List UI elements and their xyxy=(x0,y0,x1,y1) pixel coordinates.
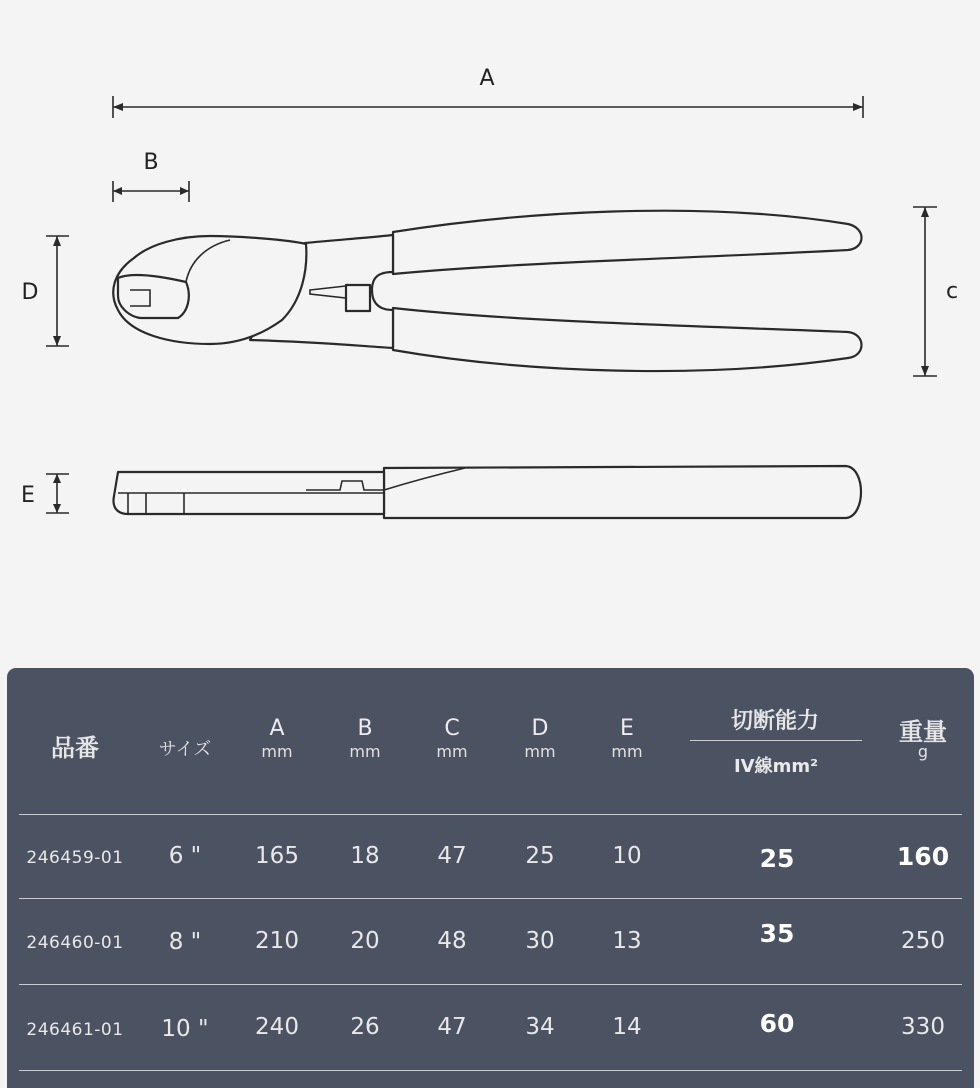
row1-part-no: 246459-01 xyxy=(26,848,124,868)
spec-table xyxy=(7,668,974,1088)
dim-d-arrow-top xyxy=(53,236,61,246)
header-e-unit: mm xyxy=(611,742,643,761)
row1-capacity: 25 xyxy=(759,844,795,873)
row2-capacity: 35 xyxy=(759,919,795,948)
row3-size: 10 " xyxy=(161,1016,209,1042)
row1-b: 18 xyxy=(350,843,380,869)
row3-weight: 330 xyxy=(901,1014,945,1040)
row3-part-no: 246461-01 xyxy=(26,1020,124,1040)
row1-a: 165 xyxy=(255,843,299,869)
header-weight-unit: g xyxy=(917,742,929,761)
row-divider xyxy=(19,984,962,985)
row-divider xyxy=(19,814,962,815)
dim-b-label: B xyxy=(143,150,159,175)
row3-e: 14 xyxy=(612,1014,642,1040)
header-e: E xyxy=(620,716,634,741)
header-d-unit: mm xyxy=(524,742,556,761)
row3-c: 47 xyxy=(437,1014,467,1040)
dim-e-arrow-top xyxy=(53,474,61,483)
side-handle xyxy=(384,466,861,518)
row2-weight: 250 xyxy=(901,928,945,954)
dim-d-arrow-bottom xyxy=(53,336,61,346)
dim-b-arrow-left xyxy=(113,187,122,195)
upper-handle xyxy=(393,211,862,274)
row1-d: 25 xyxy=(525,843,555,869)
jaw-opening xyxy=(118,275,189,318)
plier-side-view xyxy=(114,466,861,518)
row2-e: 13 xyxy=(612,928,642,954)
header-a: A xyxy=(269,716,285,741)
header-capacity-sub: IV線mm² xyxy=(733,756,819,777)
row1-size: 6 " xyxy=(168,843,202,869)
dim-a-label: A xyxy=(479,66,495,91)
header-c-unit: mm xyxy=(436,742,468,761)
row-divider xyxy=(19,1070,962,1071)
header-a-unit: mm xyxy=(261,742,293,761)
header-c: C xyxy=(444,716,460,741)
header-capacity-divider xyxy=(690,740,862,741)
dim-e-arrow-bottom xyxy=(53,504,61,513)
row3-capacity: 60 xyxy=(759,1009,795,1038)
header-part-no: 品番 xyxy=(51,734,99,762)
dim-c-arrow-bottom xyxy=(921,366,929,376)
header-capacity: 切断能力 xyxy=(730,709,819,734)
header-d: D xyxy=(531,716,549,741)
row3-b: 26 xyxy=(350,1014,380,1040)
header-size: サイズ xyxy=(158,739,212,760)
row2-size: 8 " xyxy=(168,929,202,955)
row2-a: 210 xyxy=(255,928,299,954)
dim-d-label: D xyxy=(21,280,39,305)
row2-d: 30 xyxy=(525,928,555,954)
row-divider xyxy=(19,898,962,899)
header-weight: 重量 xyxy=(899,718,947,746)
row1-weight: 160 xyxy=(896,842,950,871)
row2-b: 20 xyxy=(350,928,380,954)
header-b-unit: mm xyxy=(349,742,381,761)
row1-c: 47 xyxy=(437,843,467,869)
row3-d: 34 xyxy=(525,1014,555,1040)
dim-c-label: c xyxy=(945,279,959,304)
row1-e: 10 xyxy=(612,843,642,869)
lower-handle xyxy=(393,308,862,371)
pivot-block xyxy=(346,285,370,311)
header-b: B xyxy=(357,716,373,741)
row2-part-no: 246460-01 xyxy=(26,933,124,953)
dim-e-label: E xyxy=(21,483,35,508)
plier-top-view xyxy=(113,211,861,371)
row3-a: 240 xyxy=(255,1014,299,1040)
row2-c: 48 xyxy=(437,928,467,954)
dim-c-arrow-top xyxy=(921,207,929,217)
dim-a-arrow-left xyxy=(113,103,123,111)
dim-b-arrow-right xyxy=(180,187,189,195)
dim-a-arrow-right xyxy=(853,103,863,111)
